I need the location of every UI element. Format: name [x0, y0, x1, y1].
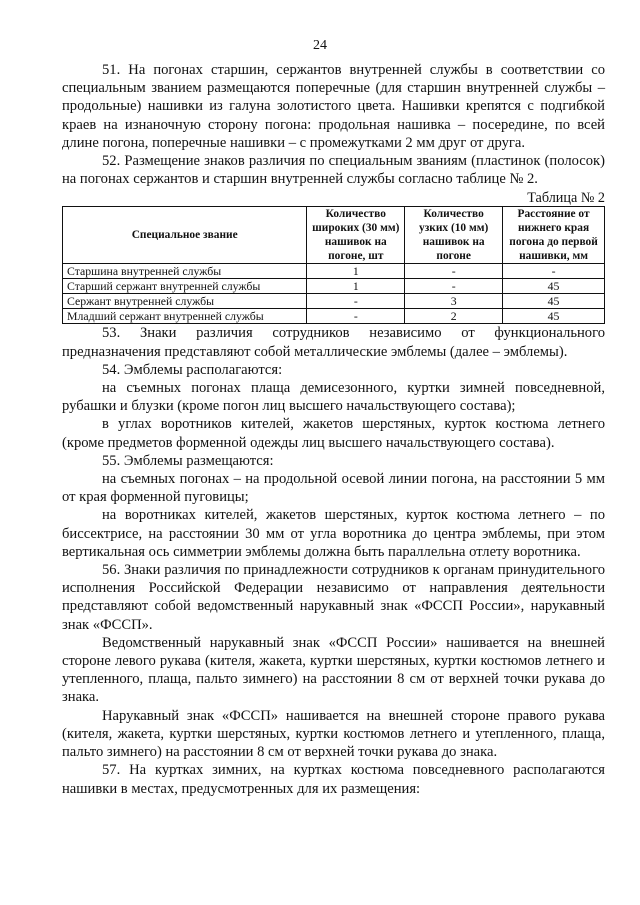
cell-narrow: 2 — [405, 309, 503, 324]
table-row — [63, 279, 605, 294]
cell-rank: Старший сержант внутренней службы — [63, 279, 307, 294]
cell-narrow: - — [405, 264, 503, 279]
page-number: 24 — [313, 38, 327, 53]
header-wide-stripes: Количество широких (30 мм) нашивок на погоне, шт — [307, 207, 405, 264]
cell-distance: 45 — [503, 294, 605, 309]
header-distance: Расстояние от нижнего края погона до первой нашивки, мм — [503, 207, 605, 264]
paragraph-55: 55. Эмблемы размещаются: — [102, 452, 274, 469]
table-header-row — [63, 207, 605, 264]
cell-rank: Младший сержант внутренней службы — [63, 309, 307, 324]
paragraph-55-item-2: на воротниках кителей, жакетов шерстяных, курток костюма летнего – по биссектрисе, на расстоянии 30 мм от угла воротника до центра эмблемы, при этом вертикальная ось симметрии эмблемы должна быть параллельна отлету воротника. — [62, 507, 605, 560]
cell-wide: 1 — [307, 279, 405, 294]
paragraph-56-left-sleeve: Ведомственный нарукавный знак «ФССП России» нашивается на внешней стороне левого рукава (кителя, жакета, куртки шерстяных, куртки костюмов летнего и утепленного, плаща, пальто зимнего) на расстоянии 8 см от верхней точки рукава до знака. — [62, 634, 605, 706]
paragraph-55-item-1: на съемных погонах – на продольной осевой линии погона, на расстоянии 5 мм от края форменной пуговицы; — [62, 471, 605, 506]
cell-wide: 1 — [307, 264, 405, 279]
cell-distance: - — [503, 264, 605, 279]
cell-wide: - — [307, 309, 405, 324]
paragraph-57: 57. На куртках зимних, на куртках костюма повседневного располагаются нашивки в местах, предусмотренных для их размещения: — [62, 762, 605, 797]
header-rank: Специальное звание — [63, 207, 307, 264]
rank-insignia-table — [62, 206, 605, 324]
cell-rank: Сержант внутренней службы — [63, 294, 307, 309]
table-row — [63, 294, 605, 309]
paragraph-54: 54. Эмблемы располагаются: — [102, 361, 283, 378]
cell-narrow: 3 — [405, 294, 503, 309]
cell-distance: 45 — [503, 279, 605, 294]
table-row — [63, 309, 605, 324]
paragraph-56: 56. Знаки различия по принадлежности сотрудников к органам принудительного исполнения Российской Федерации независимо от направления деятельности представляют собой ведомственный нарукавный знак «ФССП России», нарукавный знак «ФССП». — [62, 562, 605, 633]
table-row — [63, 264, 605, 279]
cell-distance: 45 — [503, 309, 605, 324]
header-narrow-stripes: Количество узких (10 мм) нашивок на погоне — [405, 207, 503, 264]
paragraph-54-item-2: в углах воротников кителей, жакетов шерстяных, курток костюма летнего (кроме предметов форменной одежды лиц высшего начальствующего состава). — [62, 416, 605, 451]
paragraph-56-right-sleeve: Нарукавный знак «ФССП» нашивается на внешней стороне правого рукава (кителя, жакета, куртки шерстяных, куртки костюмов летнего и утепленного, плаща, пальто зимнего) на расстоянии 8 см от верхней точки рукава до знака. — [62, 707, 605, 761]
paragraph-52: 52. Размещение знаков различия по специальным званиям (пластинок (полосок) на погонах сержантов и старшин внутренней службы согласно таблице № 2. — [62, 153, 605, 188]
table-caption: Таблица № 2 — [527, 190, 605, 207]
cell-rank: Старшина внутренней службы — [63, 264, 307, 279]
paragraph-51: 51. На погонах старшин, сержантов внутренней службы в соответствии со специальным званием размещаются поперечные (для старшин внутренней службы – продольные) нашивки из галуна золотистого цвета. Нашивки крепятся с подгибкой краев на изнаночную сторону погона: продольная нашивка – посередине, по всей длине погона, поперечные нашивки – с промежутками 2 мм друг от друга. — [62, 62, 605, 151]
paragraph-54-item-1: на съемных погонах плаща демисезонного, куртки зимней повседневной, рубашки и блузки (кроме погон лиц высшего начальствующего состава); — [62, 380, 605, 415]
cell-narrow: - — [405, 279, 503, 294]
cell-wide: - — [307, 294, 405, 309]
paragraph-53: 53. Знаки различия сотрудников независимо от функционального предназначения представляют собой металлические эмблемы (далее – эмблемы). — [62, 325, 605, 360]
document-body — [62, 61, 605, 798]
